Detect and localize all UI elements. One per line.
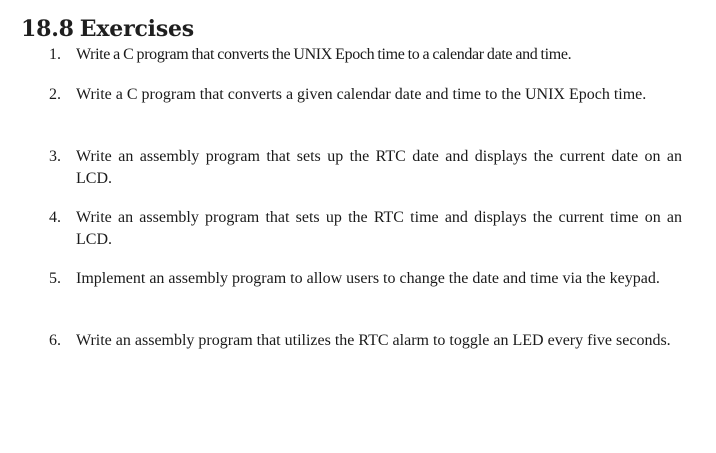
exercise-number: 3. bbox=[49, 148, 61, 165]
exercise-text: Write an assembly program that sets up the RTC date and displays the current date on an LCD. bbox=[76, 148, 682, 187]
exercise-text: Write an assembly program that sets up the RTC time and displays the current time on an LCD. bbox=[76, 209, 682, 248]
exercise-number: 2. bbox=[49, 86, 61, 103]
section-number: 18.8 bbox=[21, 16, 74, 42]
exercise-text: Write a C program that converts a given calendar date and time to the UNIX Epoch time. bbox=[76, 86, 647, 103]
exercise-number: 6. bbox=[49, 332, 61, 349]
section-title: Exercises bbox=[79, 16, 194, 42]
exercise-number: 5. bbox=[49, 270, 61, 287]
exercise-text: Write a C program that converts the UNIX Epoch time to a calendar date and time. bbox=[76, 46, 572, 63]
exercise-text: Implement an assembly program to allow users to change the date and time via the keypad. bbox=[76, 270, 660, 287]
exercise-number: 1. bbox=[49, 46, 61, 63]
section-heading bbox=[21, 15, 194, 43]
exercise-text: Write an assembly program that utilizes the RTC alarm to toggle an LED every five seconds. bbox=[76, 332, 671, 349]
exercise-number: 4. bbox=[49, 209, 61, 226]
